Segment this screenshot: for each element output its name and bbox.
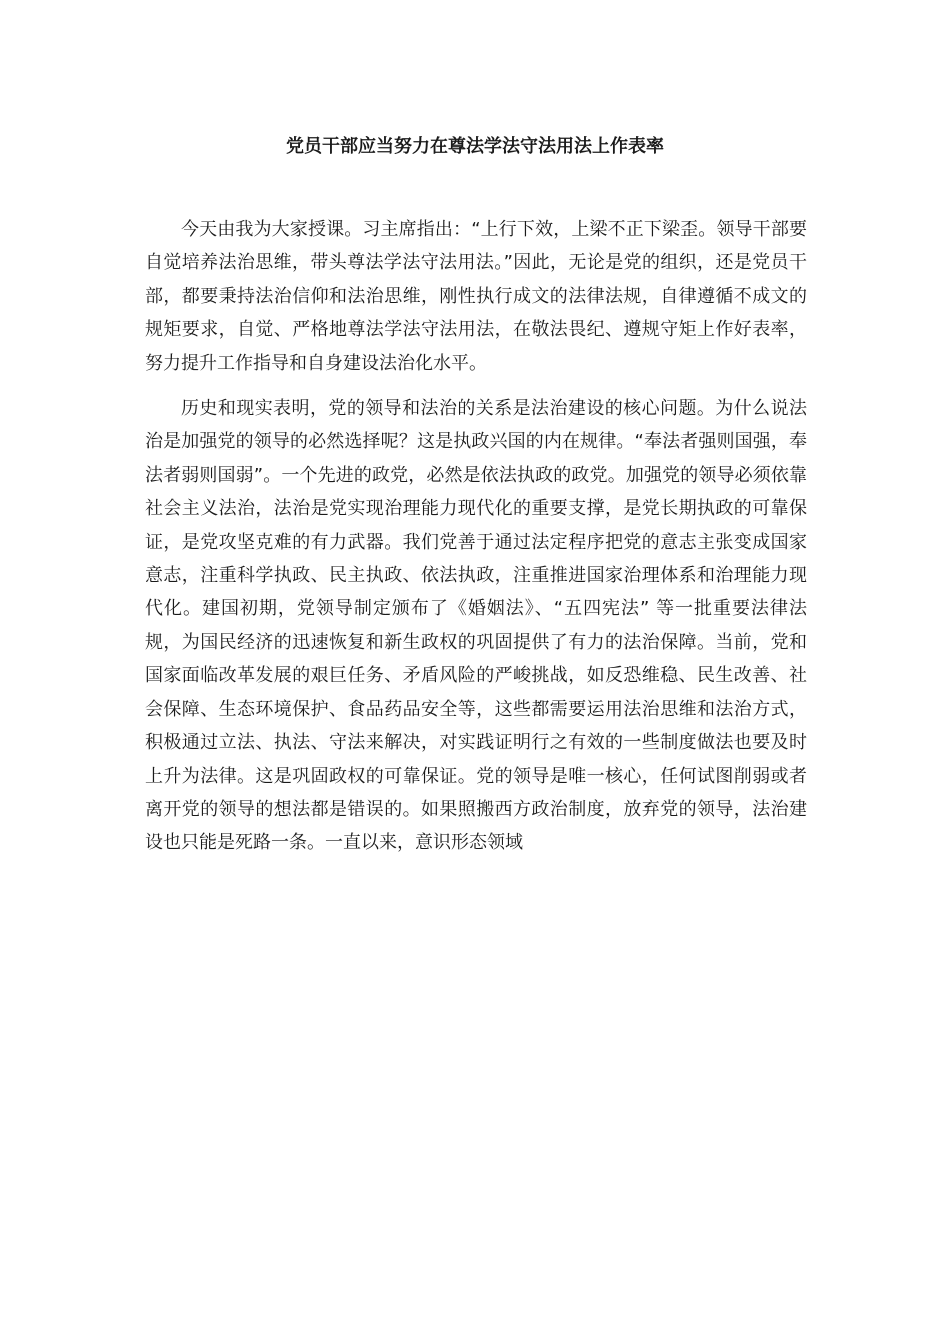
paragraph-1: 今天由我为大家授课。习主席指出：“上行下效，上梁不正下梁歪。领导干部要自觉培养法治思维，带头尊法学法守法用法。”因此，无论是党的组织，还是党员干部，都要秉持法治信仰和法治思维，刚性执行成文的法律法规，自律遵循不成文的规矩要求，自觉、严格地尊法学法守法用法，在敬法畏纪、遵规守矩上作好表率，努力提升工作指导和自身建设法治化水平。	[145, 219, 807, 374]
document-title: 党员干部应当努力在尊法学法守法用法上作表率	[286, 136, 664, 158]
paragraph-2: 历史和现实表明，党的领导和法治的关系是法治建设的核心问题。为什么说法治是加强党的领导的必然选择呢？这是执政兴国的内在规律。“奉法者强则国强，奉法者弱则国弱”。一个先进的政党，必然是依法执政的政党。加强党的领导必须依靠社会主义法治，法治是党实现治理能力现代化的重要支撑，是党长期执政的可靠保证，是党攻坚克难的有力武器。我们党善于通过法定程序把党的意志主张变成国家意志，注重科学执政、民主执政、依法执政，注重推进国家治理体系和治理能力现代化。建国初期，党领导制定颁布了《婚姻法》、“五四宪法” 等一批重要法律法规，为国民经济的迅速恢复和新生政权的巩固提供了有力的法治保障。当前，党和国家面临改革发展的艰巨任务、矛盾风险的严峻挑战，如反恐维稳、民生改善、社会保障、生态环境保护、食品药品安全等，这些都需要运用法治思维和法治方式，积极通过立法、执法、守法来解决，对实践证明行之有效的一些制度做法也要及时上升为法律。这是巩固政权的可靠保证。党的领导是唯一核心，任何试图削弱或者离开党的领导的想法都是错误的。如果照搬西方政治制度，放弃党的领导，法治建设也只能是死路一条。一直以来，意识形态领域	[145, 398, 807, 854]
document-body	[145, 213, 807, 860]
